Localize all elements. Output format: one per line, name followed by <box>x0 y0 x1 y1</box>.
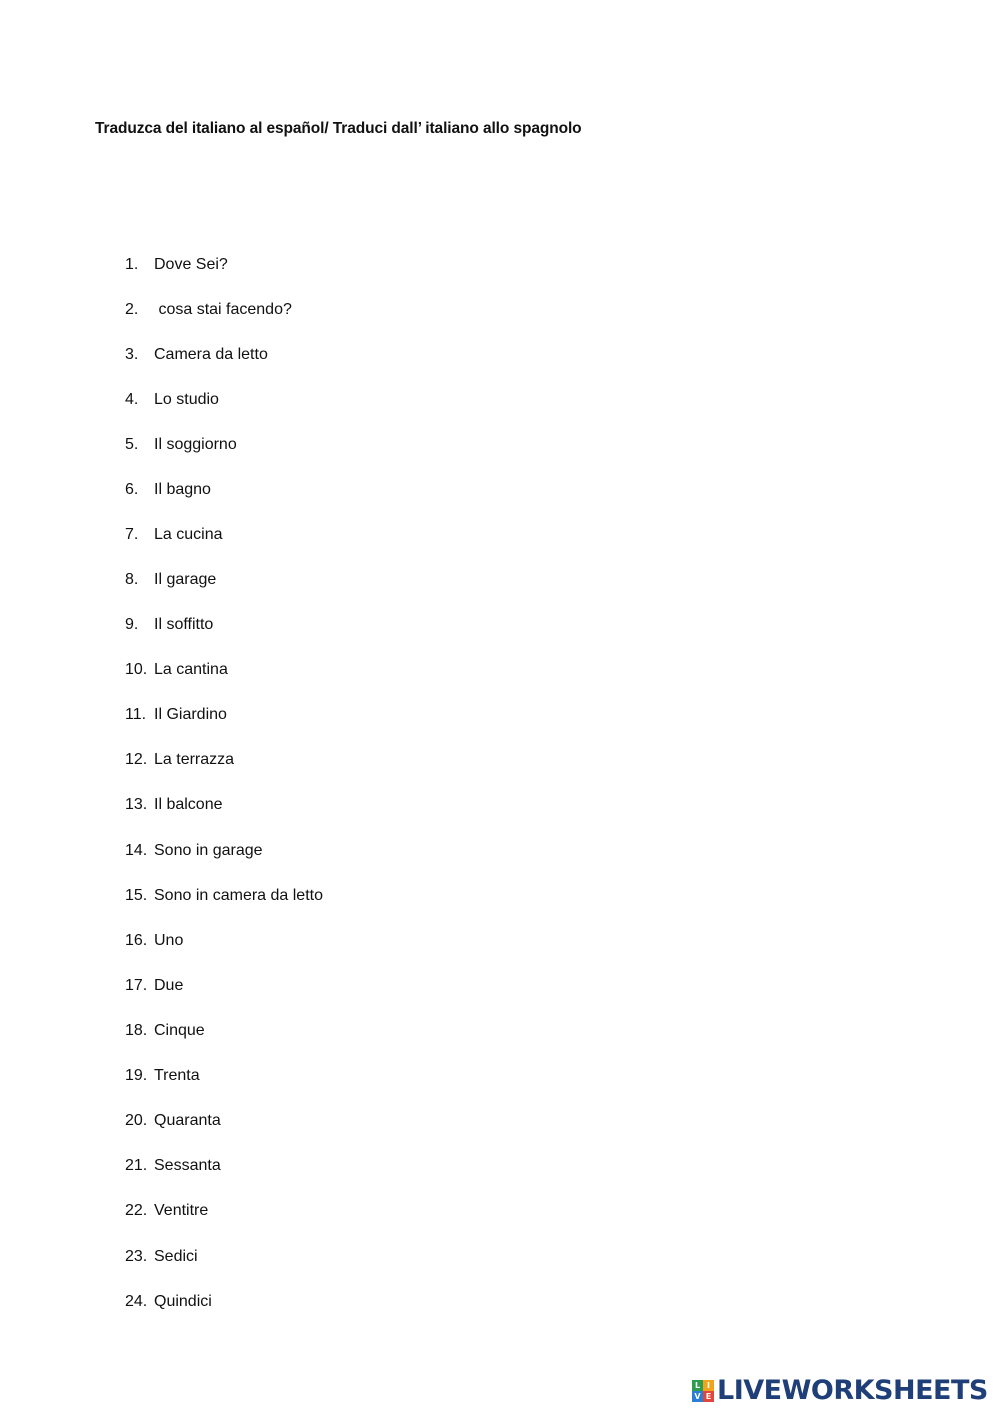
item-text: cosa stai facendo? <box>154 301 292 318</box>
item-number: 9. <box>125 616 139 633</box>
page-title: Traduzca del italiano al español/ Traduci dall’ italiano allo spagnolo <box>95 120 582 137</box>
item-text: Due <box>154 977 184 994</box>
item-text: Dove Sei? <box>154 256 228 273</box>
item-number: 20. <box>125 1112 148 1129</box>
list-item <box>125 389 219 411</box>
list-item <box>125 479 211 501</box>
item-text: Ventitre <box>154 1202 209 1219</box>
item-number: 16. <box>125 932 148 949</box>
item-text: Il soggiorno <box>154 436 237 453</box>
item-number: 2. <box>125 301 139 318</box>
item-text: Sessanta <box>154 1157 221 1174</box>
item-number: 8. <box>125 571 139 588</box>
item-text: Sono in camera da letto <box>154 887 323 904</box>
list-item <box>125 614 213 636</box>
item-number: 6. <box>125 481 139 498</box>
item-text: La cucina <box>154 526 223 543</box>
item-number: 7. <box>125 526 139 543</box>
item-text: La terrazza <box>154 751 235 768</box>
item-text: Sono in garage <box>154 842 263 859</box>
logo-tile-l: L <box>692 1380 703 1391</box>
item-number: 5. <box>125 436 139 453</box>
item-number: 23. <box>125 1248 148 1265</box>
list-item <box>125 930 183 952</box>
list-item <box>125 1200 208 1222</box>
liveworksheets-logo <box>692 1375 988 1407</box>
logo-tile-e: E <box>703 1391 714 1402</box>
logo-tile-i: I <box>703 1380 714 1391</box>
item-text: Trenta <box>154 1067 200 1084</box>
item-text: Il soffitto <box>154 616 214 633</box>
list-item <box>125 840 263 862</box>
logo-text: LIVEWORKSHEETS <box>717 1375 988 1406</box>
list-item <box>125 659 228 681</box>
item-text: Uno <box>154 932 184 949</box>
list-item <box>125 524 223 546</box>
item-number: 24. <box>125 1293 148 1310</box>
item-number: 21. <box>125 1157 148 1174</box>
item-text: Sedici <box>154 1248 198 1265</box>
list-item <box>125 434 237 456</box>
item-text: Quaranta <box>154 1112 221 1129</box>
item-text: Camera da letto <box>154 346 268 363</box>
list-item <box>125 1246 198 1268</box>
item-number: 14. <box>125 842 148 859</box>
list-item <box>125 794 223 816</box>
item-text: Il balcone <box>154 796 223 813</box>
list-item <box>125 885 323 907</box>
item-number: 11. <box>125 706 147 723</box>
item-number: 12. <box>125 751 148 768</box>
item-number: 3. <box>125 346 139 363</box>
list-item <box>125 1020 205 1042</box>
list-item <box>125 254 228 276</box>
item-number: 18. <box>125 1022 148 1039</box>
list-item <box>125 299 292 321</box>
liveworksheets-logo-icon <box>692 1380 714 1402</box>
item-text: Il garage <box>154 571 217 588</box>
item-text: Cinque <box>154 1022 205 1039</box>
list-item <box>125 1291 212 1313</box>
logo-tile-v: V <box>692 1391 703 1402</box>
list-item <box>125 1110 221 1132</box>
item-text: La cantina <box>154 661 228 678</box>
item-number: 10. <box>125 661 148 678</box>
list-item <box>125 749 234 771</box>
list-item <box>125 704 227 726</box>
list-item <box>125 1155 221 1177</box>
list-item <box>125 344 268 366</box>
list-item <box>125 975 183 997</box>
item-text: Quindici <box>154 1293 212 1310</box>
item-number: 15. <box>125 887 148 904</box>
item-text: Il bagno <box>154 481 211 498</box>
item-number: 19. <box>125 1067 148 1084</box>
item-text: Lo studio <box>154 391 219 408</box>
item-number: 17. <box>125 977 148 994</box>
list-item <box>125 1065 200 1087</box>
item-number: 22. <box>125 1202 148 1219</box>
item-number: 13. <box>125 796 148 813</box>
item-number: 1. <box>125 256 139 273</box>
item-text: Il Giardino <box>154 706 227 723</box>
list-item <box>125 569 216 591</box>
item-number: 4. <box>125 391 139 408</box>
